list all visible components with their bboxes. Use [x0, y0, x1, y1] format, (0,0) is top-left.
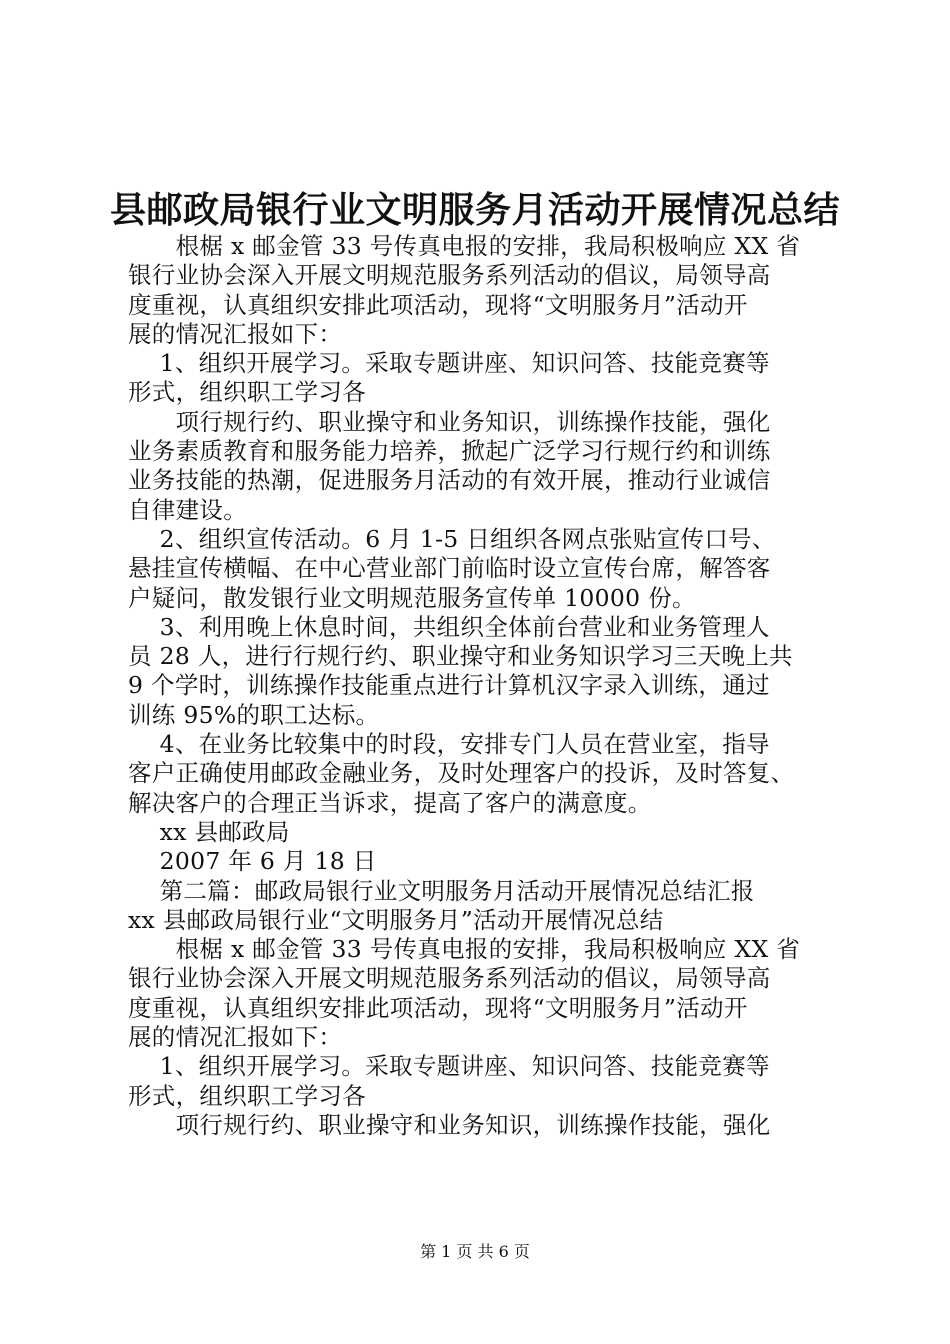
text-line: 解决客户的合理正当诉求，提高了客户的满意度。: [128, 788, 652, 817]
text-line: 1、组织开展学习。采取专题讲座、知识问答、技能竞赛等: [128, 349, 770, 378]
text-line: 客户正确使用邮政金融业务，及时处理客户的投诉，及时答复、: [128, 759, 795, 788]
text-line: 业务技能的热潮，促进服务月活动的有效开展，推动行业诚信: [128, 466, 771, 495]
text-line: 形式，组织职工学习各: [128, 378, 366, 407]
text-line: 展的情况汇报如下：: [128, 1023, 343, 1052]
text-line: 项行规行约、职业操守和业务知识，训练操作技能，强化: [128, 1110, 771, 1139]
text-line: 自律建设。: [128, 495, 247, 524]
text-line: 银行业协会深入开展文明规范服务系列活动的倡议，局领导高: [128, 261, 771, 290]
text-line: 3、利用晚上休息时间，共组织全体前台营业和业务管理人: [128, 612, 770, 641]
text-line: 训练 95%的职工达标。: [128, 700, 380, 729]
page-number-footer: 第 1 页 共 6 页: [420, 1242, 530, 1261]
text-line: 度重视，认真组织安排此项活动，现将“文明服务月”活动开: [128, 993, 748, 1022]
signature-org: xx 县邮政局: [128, 817, 290, 846]
page-title: 县邮政局银行业文明服务月活动开展情况总结: [109, 189, 840, 231]
text-line: 员 28 人，进行行规行约、职业操守和业务知识学习三天晚上共: [128, 642, 793, 671]
text-line: 户疑问，散发银行业文明规范服务宣传单 10000 份。: [128, 583, 696, 612]
document-body: [128, 232, 843, 1140]
signature-date: 2007 年 6 月 18 日: [128, 847, 377, 876]
section-heading: 第二篇：邮政局银行业文明服务月活动开展情况总结汇报: [128, 876, 755, 905]
text-line: 度重视，认真组织安排此项活动，现将“文明服务月”活动开: [128, 290, 748, 319]
text-line: 业务素质教育和服务能力培养，掀起广泛学习行规行约和训练: [128, 437, 771, 466]
text-line: 项行规行约、职业操守和业务知识，训练操作技能，强化: [128, 407, 771, 436]
text-line: 根椐 x 邮金管 33 号传真电报的安排，我局积极响应 XX 省: [128, 232, 801, 260]
text-line: 1、组织开展学习。采取专题讲座、知识问答、技能竞赛等: [128, 1052, 770, 1081]
text-line: 形式，组织职工学习各: [128, 1081, 366, 1110]
text-line: 9 个学时，训练操作技能重点进行计算机汉字录入训练，通过: [128, 671, 770, 700]
text-line: 4、在业务比较集中的时段，安排专门人员在营业室，指导: [128, 730, 770, 759]
text-line: 展的情况汇报如下：: [128, 319, 343, 348]
text-line: 银行业协会深入开展文明规范服务系列活动的倡议，局领导高: [128, 964, 771, 993]
text-line: 根椐 x 邮金管 33 号传真电报的安排，我局积极响应 XX 省: [128, 935, 801, 964]
text-line: 2、组织宣传活动。6 月 1-5 日组织各网点张贴宣传口号、: [128, 524, 776, 553]
section-subtitle: xx 县邮政局银行业“文明服务月”活动开展情况总结: [128, 905, 664, 934]
text-line: 悬挂宣传横幅、在中心营业部门前临时设立宣传台席，解答客: [128, 554, 771, 583]
